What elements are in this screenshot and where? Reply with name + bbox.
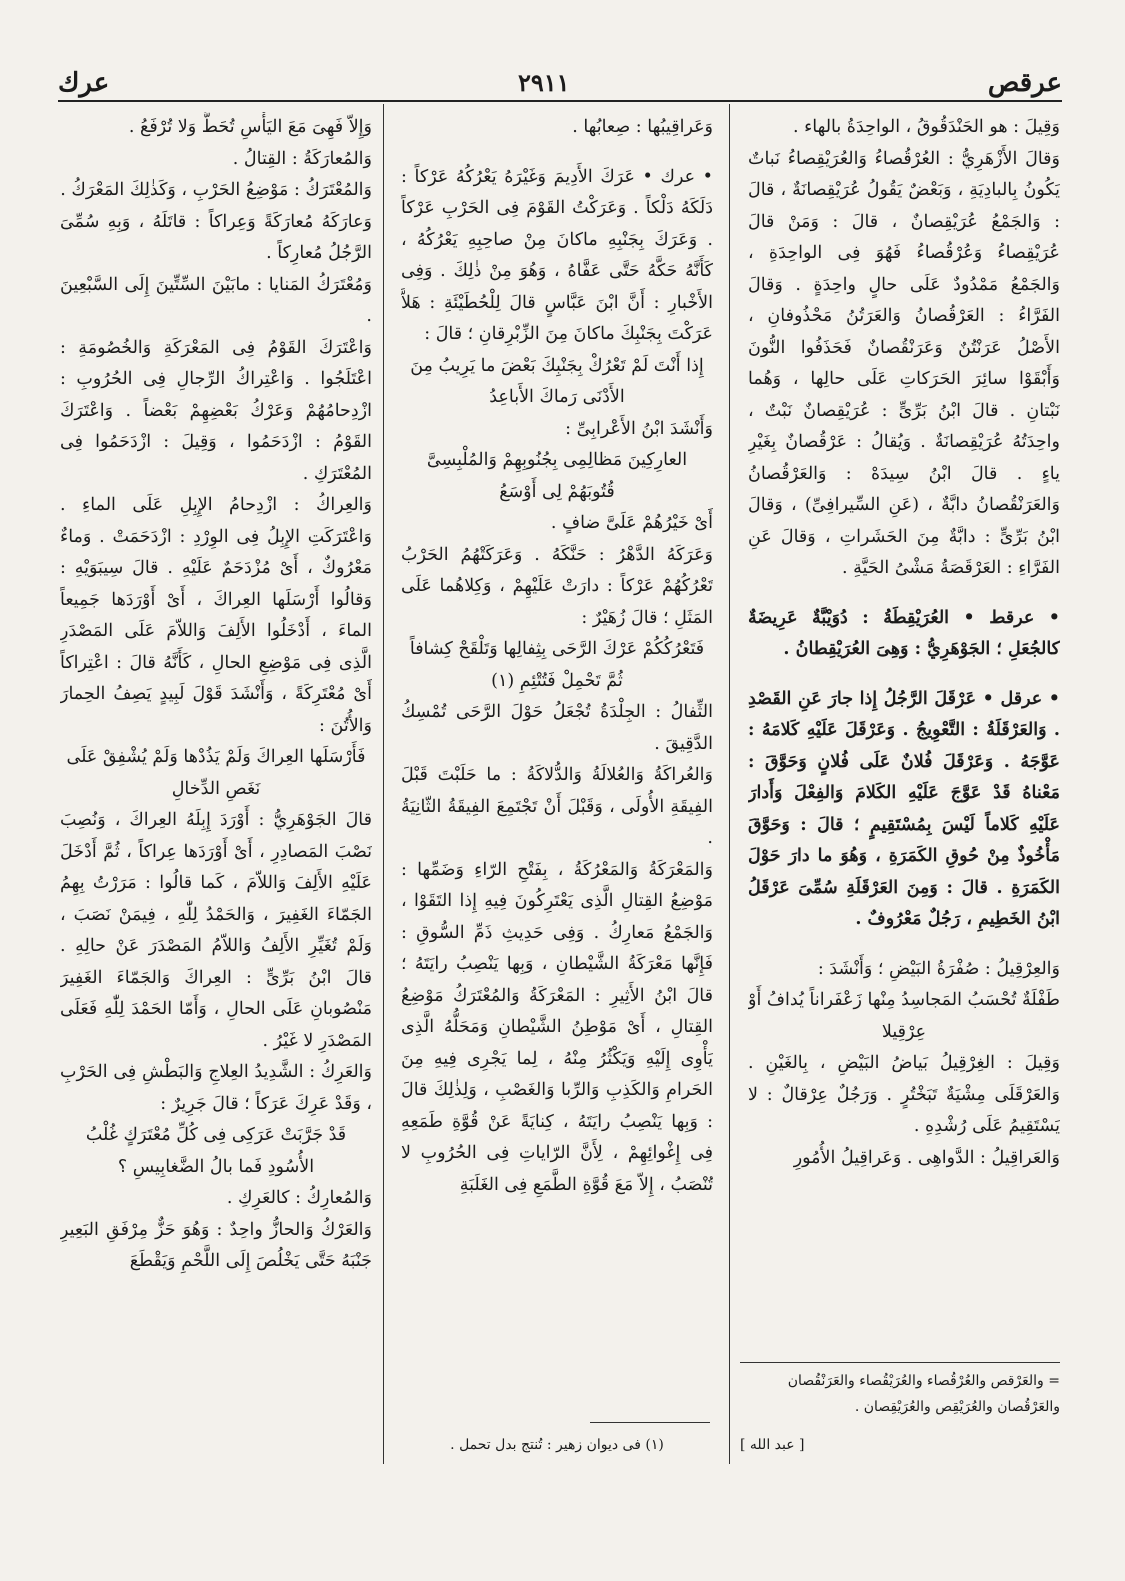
page-number: ٢٩١١ (518, 68, 570, 97)
paragraph: وَالمُعارَكَةُ : القِتالُ . (232, 148, 372, 169)
entry-paragraph: • عرقل • عَرْقَلَ الرَّجُلُ إِذا جارَ عَنِ القَصْدِ . وَالعَرْقَلَةُ : التَّعْوِيجُ . وَعَرْقَلَ عَلَيْهِ كَلامَهُ : عَوَّجَهُ . وَعَرْقَلَ فُلانٌ عَلَى فُلانٍ وَحَوَّقَ : مَعْناهُ قَدْ عَوَّجَ عَلَيْهِ الكَلامَ وَالفِعْلَ وَأَدارَ عَلَيْهِ كَلاماً لَيْسَ بِمُسْتَقِيمٍ ؛ قالَ : وَحَوَّقَ مَأْخُوذٌ مِنْ حُوقِ الكَمَرَةِ ، وَهُوَ ما دارَ حَوْلَ الكَمَرَةِ . قالَ : وَمِنَ العَرْقَلَةِ سُمِّىَ عَرْقَلُ ابْنُ الخَطِيمِ ، رَجُلٌ مَعْرُوفٌ . (748, 688, 1060, 929)
paragraph: أَىْ خَيْرُهُمْ عَلَىَّ ضافٍ . (550, 513, 713, 533)
footnote: (١) فى ديوان زهير : تُنتج بدل تحمل . (450, 1437, 664, 1453)
paragraph: وَالعِراكُ : ازْدِحامُ الإِبِلِ عَلَى الماءِ . وَاعْتَرَكَتِ الإِبِلُ فِى الوِرْدِ : ازْدَحَمَتْ . وَماءٌ مَعْرُوكٌ ، أَىْ مُزْدَحَمٌ عَلَيْهِ . قالَ سِيبَوَيْهِ : وَقالُوا أَرْسَلَها العِراكَ ، أَىْ أَوْرَدَها جَمِيعاً الماءَ ، أَدْخَلُوا الأَلِفَ وَاللاّمَ عَلَى المَصْدَرِ الَّذِى فِى مَوْضِعِ الحالِ ، كَأَنَّهُ قالَ : اعْتِراكاً أَىْ مُعْتَرِكَةً ، وَأَنْشَدَ قَوْلَ لَبِيدٍ يَصِفُ الحِمارَ وَالأُتُنَ : (60, 495, 372, 736)
paragraph: الثِّفالُ : الجِلْدَةُ تُجْعَلُ حَوْلَ الرَّحَى تُمْسِكُ الدَّقِيقَ . (401, 702, 713, 754)
verse: قَدْ جَرَّبَتْ عَرَكِى فِى كُلِّ مُعْتَرَكٍ غُلْبُ الأُسُودِ فَما بالُ الضَّغابِيسِ ؟ (85, 1125, 347, 1177)
paragraph: وَقالَ الأَزْهَرِيُّ : العُرْقُصاءُ وَالعُرَيْقِصاءُ نَباتٌ يَكُونُ بِالبادِيَةِ ، وَبَعْضٌ يَقُولُ عُرَيْقِصانَةٌ ، قالَ : وَالجَمْعُ عُرَيْقِصانٌ ، قالَ : وَمَنْ قالَ عُرَيْقِصاءُ وَعُرْقُصاءُ فَهُوَ فِى الواحِدَةِ ، وَالجَمْعُ مَمْدُودٌ عَلَى حالٍ واحِدَةٍ . وَقالَ الفَرَّاءُ : العَرْقُصانُ وَالعَرَتُنُ مَحْذُوفانِ ، الأَصْلُ عَرَنْتُنٌ وَعَرَنْقُصانٌ فَحَذَفُوا النُّونَ وَأَبْقَوْا سائِرَ الحَرَكاتِ عَلَى حالِها ، وَهُما نَبْتانِ . قالَ ابْنُ بَرِّىٍّ : عُرَيْقِصانٌ نَبْتٌ ، واحِدَتُهُ عُرَيْقِصانَةٌ . وَيُقالُ : عَرْقُصانٌ بِغَيْرِ ياءٍ . قالَ ابْنُ سِيدَهْ : وَالعَرْقُصانُ وَالعَرَنْقُصانُ دابَّةٌ ، (عَنِ السِّيرافِىِّ) ، وَقالَ ابْنُ بَرِّىٍّ : دابَّةٌ مِنَ الحَشَراتِ ، وَقالَ عَنِ الفَرَّاءِ : العَرْقَصَةُ مَشْىُ الحَيَّةِ . (748, 148, 1060, 578)
header-rule (58, 100, 1062, 102)
paragraph: وَعارَكَهُ مُعارَكَةً وَعِراكاً : قاتَلَهُ ، وَبِهِ سُمِّىَ الرَّجُلُ مُعارِكاً . (60, 211, 372, 263)
verse: إِذا أَنْتَ لَمْ تَعْرُكْ بِجَنْبِكَ بَعْضَ ما يَرِيبُ مِنَ الأَدْنَى رَماكَ الأَباعِدُ (410, 355, 704, 407)
column-right (748, 112, 1060, 1462)
column-middle (401, 112, 713, 1412)
column-divider (729, 104, 730, 1464)
paragraph: وَقِيلَ : الغِرْقِيلُ بَياضُ البَيْضِ ، بِالغَيْنِ . وَالعَرْقَلَى مِشْيَةٌ تَبَخْتُرٍ . وَرَجُلٌ عِرْقالٌ : لا يَسْتَقِيمُ عَلَى رُشْدِهِ . (748, 1053, 1060, 1136)
footnote-rule (740, 1362, 1060, 1363)
column-left (60, 112, 372, 1462)
paragraph: وَمُعْتَرَكُ المَنايا : مابَيْنَ السِّتِّينَ إِلَى السَّبْعِينَ . (60, 274, 372, 326)
verse: فَأَرْسَلَها العِراكَ وَلَمْ يَذُدْها وَلَمْ يُشْفِقْ عَلَى نَغَصِ الدِّخالِ (66, 747, 366, 799)
paragraph: وَعَرَكَهُ الدَّهْرُ : حَنَّكَهُ . وَعَرَكَتْهُمُ الحَرْبُ تَعْرُكُهُمْ عَرْكاً : دارَتْ عَلَيْهِمْ ، وَكِلاهُما عَلَى المَثَلِ ؛ قالَ زُهَيْرٌ : (401, 544, 713, 628)
editor-signature: [ عبد الله ] (740, 1437, 805, 1453)
entry-paragraph: • عرقط • العُرَيْقِطَةُ : دُوَيْبَّةٌ عَرِيضَةٌ كالجُعَلِ ؛ الجَوْهَرِيُّ : وَهِىَ العُرَيْقِطانُ . (748, 607, 1060, 659)
editor-note: = والعَرْقص والعُرْقُصاء والعُرَيْقُصاء والعَرَنْقُصان والعَرْقُصان والعُرَيْقِص والعُرَيْقِصان . (787, 1373, 1060, 1415)
paragraph: وَقِيلَ : هو الحَنْدَقُوقُ ، الواحِدَةُ بالهاء . (792, 117, 1060, 137)
header-right-keyword: عرقص (987, 68, 1062, 98)
paragraph: وَالمُعْتَرَكُ : مَوْضِعُ الحَرْبِ ، وَكَذٰلِكَ المَعْرَكُ . (60, 180, 372, 200)
paragraph: وَالمَعْرَكَةُ وَالمَعْرُكَةُ ، بِفَتْحِ الرّاءِ وَضَمِّها : مَوْضِعُ القِتالِ الَّذِى يَعْتَرِكُونَ فِيهِ إِذا التَقَوْا ، وَالجَمْعُ مَعارِكُ . وَفِى حَدِيثِ ذَمِّ السُّوقِ : فَإِنَّها مَعْرَكَةُ الشَّيْطانِ ، وَبِها يَنْصِبُ رايَتَهُ ؛ قالَ ابْنُ الأَثِيرِ : المَعْرَكَةُ وَالمُعْتَرَكُ مَوْضِعُ القِتالِ ، أَىْ مَوْطِنُ الشَّيْطانِ وَمَحَلُّهُ الَّذِى يَأْوِى إِلَيْهِ وَيَكْثُرُ مِنْهُ ، لِما يَجْرِى فِيهِ مِنَ الحَرامِ وَالكَذِبِ وَالرِّبا وَالغَصْبِ ، وَلِذٰلِكَ قالَ : وَبِها يَنْصِبُ رايَتَهُ ، كِنايَةً عَنْ قُوَّةِ طَمَعِهِ فِى إِغْوائِهِمْ ، لِأَنَّ الرّاياتِ فِى الحُرُوبِ لا تُنْصَبُ ، إِلاّ مَعَ قُوَّةِ الطَّمَعِ فِى الغَلَبَةِ (401, 859, 713, 1195)
paragraph: وَالعَرْكُ وَالحازُّ واحِدٌ : وَهُوَ حَزٌّ مِرْفَقِ البَعِيرِ جَنْبَهُ حَتَّى يَخْلُصَ إِلَى اللَّحْمِ وَيَقْطَعَ (60, 1219, 372, 1271)
paragraph: وَإِلاّ فَهِىَ مَعَ اليَأْسِ تُحَطُّ وَلا تُرْفَعُ . (128, 117, 372, 137)
footnote-rule (590, 1422, 710, 1423)
paragraph: وَاعْتَرَكَ القَوْمُ فِى المَعْرَكَةِ وَالخُصُومَةِ : اعْتَلَجُوا . وَاعْتِراكُ الرِّجالِ فِى الحُرُوبِ : ازْدِحامُهُمْ وَعَرْكُ بَعْضِهِمْ بَعْضاً . وَاعْتَرَكَ القَوْمُ : ازْدَحَمُوا ، وَقِيلَ : ازْدَحَمُوا فِى المُعْتَرَكِ . (60, 337, 372, 484)
verse: العارِكِينَ مَظالِمِى بِجُنُوبِهِمْ وَالمُلْبِسِىَّ قُتُوبَهُمْ لِى أَوْسَعُ (426, 450, 688, 502)
column-divider (383, 104, 384, 1464)
paragraph: وَأَنْشَدَ ابْنُ الأَعْرابِىِّ : (565, 418, 713, 439)
header-left-keyword: عرك (58, 68, 110, 98)
paragraph: وَالعُراكَةُ وَالعُلالَةُ وَالدُّلاكَةُ : ما حَلَبْتَ قَبْلَ الفِيقَةِ الأُولَى ، وَقَبْلَ أَنْ تَجْتَمِعَ الفِيقَةُ الثّانِيَةُ . (401, 765, 713, 848)
verse: فَتَعْرُكُكُمْ عَرْكَ الرَّحَى بِثِفالِها وَتَلْقَحْ كِشافاً ثُمَّ تَحْمِلْ فَتُتْئِمِ (١) (409, 639, 705, 691)
entry-paragraph: • عرك • عَرَكَ الأَدِيمَ وَغَيْرَهُ يَعْرُكُهُ عَرْكاً : دَلَكَهُ دَلْكاً . وَعَرَكْتُ القَوْمَ فِى الحَرْبِ عَرْكاً . وَعَرَكَ بِجَنْبِهِ ماكانَ مِنْ صاحِبِهِ يَعْرُكُهُ ، كَأَنَّهُ حَكَّهُ حَتَّى عَفَّاهُ ، وَهُوَ مِنْ ذٰلِكَ . وَفِى الأَخْبارِ : أَنَّ ابْنَ عَبَّاسٍ قالَ لِلْحُطَيْئَةِ : هَلاَّ عَرَكْتَ بِجَنْبِكَ ماكانَ مِنَ الزِّبْرِقانِ ؛ قالَ : (401, 166, 713, 344)
paragraph: قالَ الجَوْهَرِيُّ : أَوْرَدَ إِبِلَهُ العِراكَ ، وَنُصِبَ نَصْبَ المَصادِرِ ، أَىْ أَوْرَدَها عِراكاً ، ثُمَّ أَدْخَلَ عَلَيْهِ الأَلِفَ وَاللاّمَ ، كَما قالُوا : مَرَرْتُ بِهِمُ الجَمّاءَ الغَفِيرَ ، وَالحَمْدُ لِلّٰهِ ، فِيمَنْ نَصَبَ ، وَلَمْ تُغَيِّرِ الأَلِفُ وَاللاّمُ المَصْدَرَ عَنْ حالِهِ . قالَ ابْنُ بَرِّىٍّ : العِراكَ وَالجَمّاءَ الغَفِيرَ مَنْصُوبانِ عَلَى الحالِ ، وَأَمّا الحَمْدَ لِلّٰهِ فَعَلَى المَصْدَرِ لا غَيْرُ . (60, 810, 372, 1051)
paragraph: وَالعِرْقِيلُ : صُفْرَةُ البَيْضِ ؛ وَأَنْشَدَ : (817, 958, 1060, 979)
paragraph: وَالمُعارِكُ : كالعَرِكِ . (226, 1188, 372, 1208)
paragraph: وَالعَرِكُ : الشَّدِيدُ العِلاجِ وَالبَطْشِ فِى الحَرْبِ ، وَقَدْ عَرِكَ عَرَكاً ؛ قالَ جَرِيرٌ : (60, 1062, 372, 1114)
paragraph: وَعَراقِيبُها : صِعابُها . (572, 117, 713, 137)
verse: طَفْلَةٌ تُحْسَبُ المَجاسِدُ مِنْها زَعْفَراناً يُدافُ أَوْ عِرْقِيلا (748, 990, 1060, 1042)
paragraph: وَالعَراقِيلُ : الدَّواهِى . وَعَراقِيلُ الأُمُورِ (793, 1147, 1060, 1168)
